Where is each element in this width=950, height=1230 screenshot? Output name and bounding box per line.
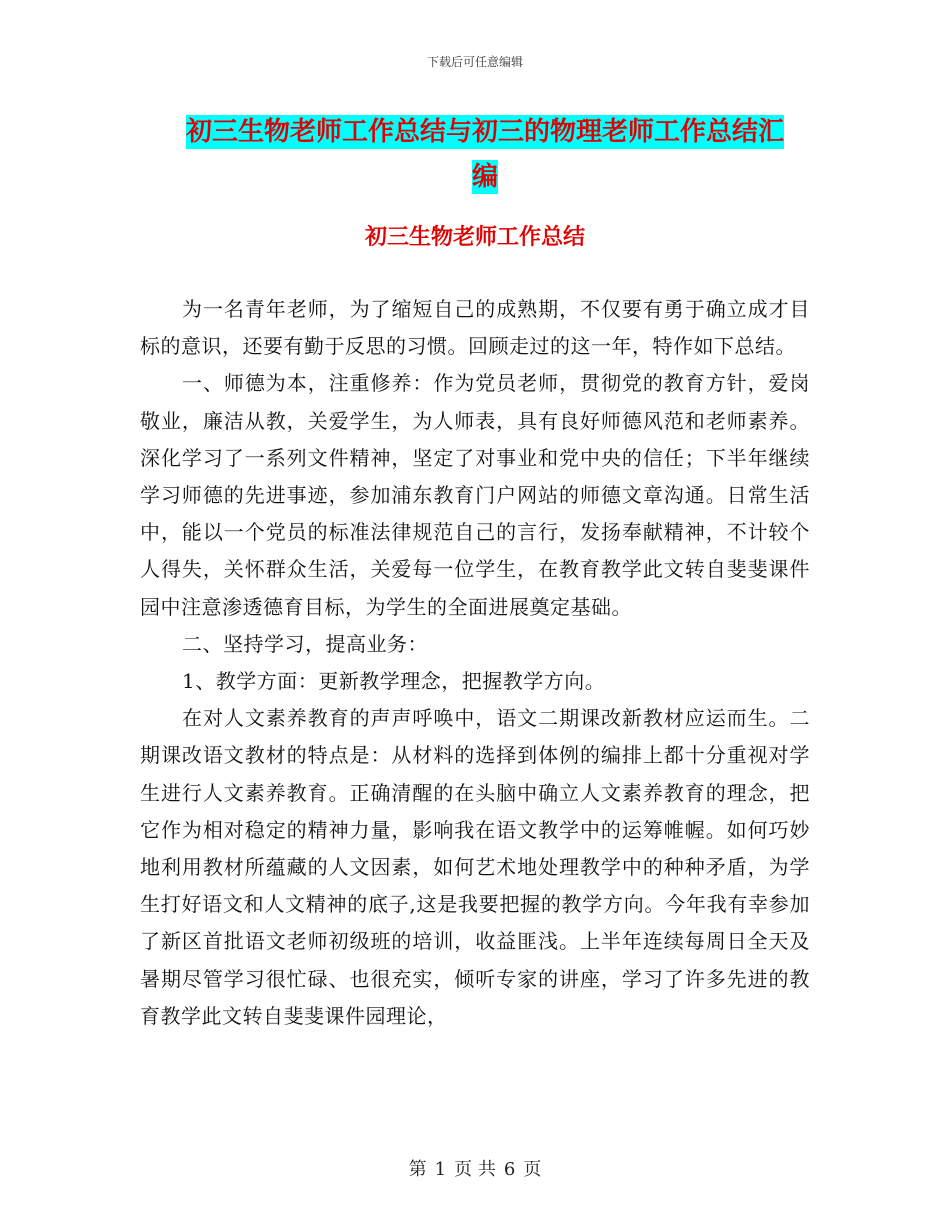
paragraph-teaching-body: 在对人文素养教育的声声呼唤中，语文二期课改新教材应运而生。二期课改语文教材的特点是：从材料的选择到体例的编排上都十分重视对学生进行人文素养教育。正确清醒的在头脑中确立人文素养教育的理念，把它作为相对稳定的精神力量，影响我在语文教学中的运筹帷幄。如何巧妙地利用教材所蕴藏的人文因素，如何艺术地处理教学中的种种矛盾，为学生打好语文和人文精神的底子,这是我要把握的教学方向。今年我有幸参加了新区首批语文老师初级班的培训，收益匪浅。上半年连续每周日全天及暑期尽管学习很忙碌、也很充实，倾听专家的讲座，学习了许多先进的教育教学此文转自斐斐课件园理论， <box>140 706 810 1028</box>
page-footer <box>0 1155 950 1181</box>
footer-prefix: 第 <box>408 1159 427 1180</box>
body-content <box>140 291 810 1035</box>
document-title <box>140 110 830 200</box>
footer-page-number: 1 <box>434 1159 447 1180</box>
paragraph-teaching-heading: 1、教学方面：更新教学理念，把握教学方向。 <box>182 669 606 694</box>
section-title: 初三生物老师工作总结 <box>364 225 585 250</box>
document-title-line-1: 初三生物老师工作总结与初三的物理老师工作总结汇 <box>185 117 784 147</box>
paragraph-ethics: 一、师德为本，注重修养：作为党员老师，贯彻党的教育方针，爱岗敬业，廉洁从教，关爱学生，为人师表，具有良好师德风范和老师素养。深化学习了一系列文件精神，坚定了对事业和党中央的信任；下半年继续学习师德的先进事迹，参加浦东教育门户网站的师德文章沟通。日常生活中，能以一个党员的标准法律规范自己的言行，发扬奉献精神，不计较个人得失，关怀群众生活，关爱每一位学生，在教育教学此文转自斐斐课件园中注意渗透德育目标，为学生的全面进展奠定基础。 <box>140 371 810 619</box>
document-title-line-2: 编 <box>471 162 498 192</box>
footer-suffix: 页 <box>523 1159 542 1180</box>
paragraph-intro: 为一名青年老师，为了缩短自己的成熟期，不仅要有勇于确立成才目标的意识，还要有勤于反思的习惯。回顾走过的这一年，特作如下总结。 <box>140 297 810 359</box>
footer-total-pages: 6 <box>503 1159 516 1180</box>
paragraph-study-heading: 二、坚持学习，提高业务： <box>182 631 428 656</box>
footer-middle: 页 共 <box>454 1159 496 1180</box>
header-note: 下载后可任意编辑 <box>426 55 523 69</box>
